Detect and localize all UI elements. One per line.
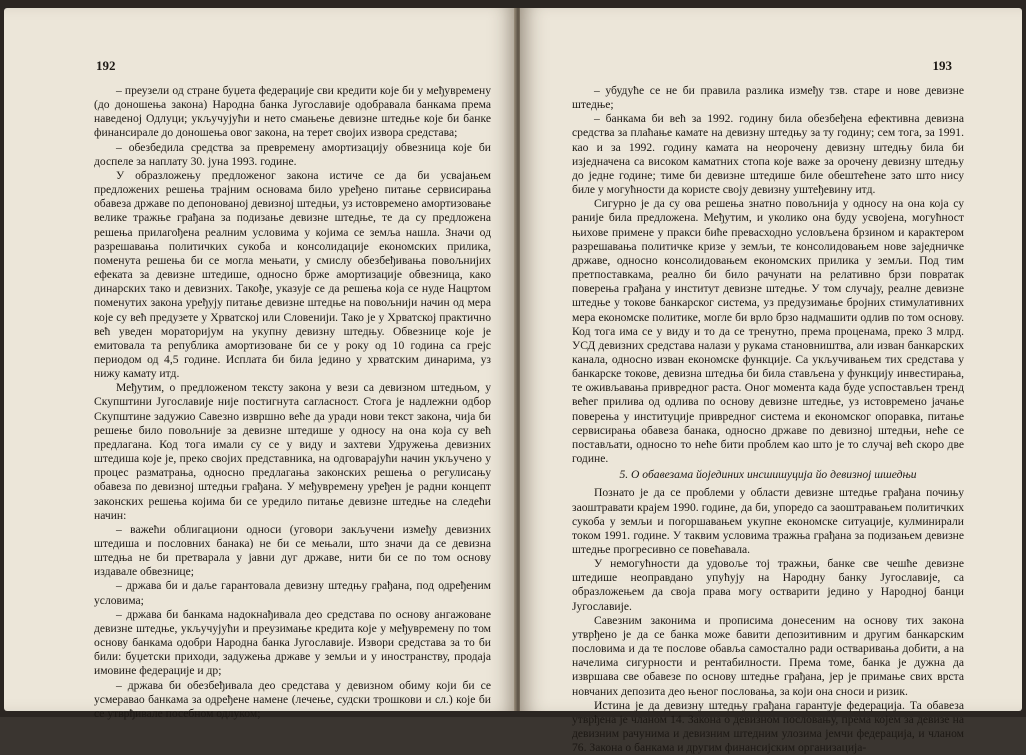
paragraph: – држава би обезбеђивала део средстава у девизном обиму који би се усмеравао банкама за одређене намене (лечење, судски трошкови и сл.) које би се утврђивале посебном одлуком; xyxy=(94,678,491,720)
paragraph: У образложењу предложеног закона истиче се да би усвајањем предложених решења трајним основама било уређено питање сервисирања обавеза државе по депонованој девизној штедњи, уз истовремено амортизовање велике тражње грађана за подизање девизне штедње, те да су предложена решења прилагођена реалним условима у којима се земља нашла. Значи од разрешавања политичких сукоба и консолидације економских прилика, поменута решења би се могла мењати, у смислу обезбеђивања повољнијих ефеката за девизне штедише, односно брже амортизације обвезница, како динарских тако и девизних. Такође, указује се да решења која се нуде Нацртом поменутих закона уређују питање девизне штедње на повољнији начин од мера које су већ предузете у Хрватској или Словенији. Тако је у Хрватској практично већ уведен мораторијум на укупну девизну штедњу. Обвезнице које је емитовала та република амортизоване би се у року од 10 година са грејс периодом од 4,5 године. Исплата би била једино у хрватским динарима, уз нижу камату итд. xyxy=(94,168,491,381)
paragraph: Истина је да девизну штедњу грађана гарантује федерација. Та обавеза утврђена је чланом 14. Закона о девизном пословању, према којем за девизе на девизним рачунима и девизним штедним улозима јемчи федерација, и чланом 76. Закона о банкама и другим финансијским организација- xyxy=(572,698,964,755)
paragraph: Познато је да се проблеми у области девизне штедње грађана почињу заоштравати крајем 1990. године, да би, упоредо са заоштравањем политичких сукоба у земљи и погоршавањем укупне економске ситуације, кулминирали током 1991. године. У таквим условима тражња грађана за подизањем девизне штедње прогресивно се повећавала. xyxy=(572,486,964,556)
paragraph: Сигурно је да су ова решења знатно повољнија у односу на она која су раније била предложена. Међутим, и уколико она буду усвојена, могућност њихове примене у пракси биће превасходно условљена брзином и карактером разрешавања политичке кризе у земљи, те консолидовањем нове заједничке државе, односно консолидовањем економских прилика у земљи. Под тим претпоставкама, реално би било рачунати на релативно брзи повратак поверења грађана у институт девизне штедње. У том случају, реалне девизне штедње у токове банкарског система, уз предузимање бројних стимулативних мера економске политике, могле би врло брзо надмашити одлив по том основу. Код тога има се у виду и то да се тренутно, према проценама, преко 3 млрд. УСД девизних средстава налази у рукама становништва, али изван банкарских канала, односно изван економске функције. Са укључивањем тих средстава у банкарске токове, девизна штедња би била стављена у функцију инвестирања, те оживљавања привредног раста. Оног момента када буде успостављен тренд већег прилива од одлива по основу девизне штедње, уз истовремено јачање поверења у институције привредног система и економског опоравка, питање сервисирања обавеза банака, односно државе по девизној штедњи, неће се постављати, односно то неће бити проблем као што је то случај већ скоро две године. xyxy=(572,197,964,466)
paragraph: – обезбедила средства за превремену амортизацију обвезница које би доспеле за наплату 30. јуна 1993. године. xyxy=(94,140,491,168)
left-page xyxy=(4,8,516,720)
page-number-right: 193 xyxy=(932,58,952,73)
page-number-left: 192 xyxy=(96,58,116,73)
paragraph: Савезним законима и прописима донесеним на основу тих закона утврђено је да се банка може бавити депозитивним и другим банкарским пословима и да те послове обавља самостално ради остваривања добити, а на начелима сигурности и рентабилности. Према томе, банка је дужна да извршава све обавезе по основу штедње грађана, јер је примање свих врста новчаних депозита део њеног пословања, за који она сноси и ризик. xyxy=(572,613,964,698)
section-heading: 5. О обавезама йојединих инсшишуција йо девизној шшедњи xyxy=(619,468,917,482)
paragraph: – убудуће се не би правила разлика између тзв. старе и нове девизне штедње; xyxy=(572,84,964,112)
paragraph: Међутим, о предложеном тексту закона у вези са девизном штедњом, у Скупштини Југославије није постигнута сагласност. Стога је надлежни одбор Скупштине задужио Савезно извршно веће да уради нови текст закона, чија би решење било повољније за девизне штедише у односу на она која су већ предлагана. Код тога имали су се у виду и захтеви Удружења девизних штедиша које је, преко својих представника, на одговарајући начин укључено у процес разматрања, односно предлагања законских решења о регулисању обавеза по девизној штедњи грађана. У међувремену уређен је радни концепт законских решења којима би се уредило питање девизне штедње на следећи начин: xyxy=(94,381,491,522)
paragraph: – важећи облигациони односи (уговори закључени између девизних штедиша и пословних банака) не би се мењали, што значи да се девизна штедња не би претварала у јавни дуг државе, нити би се по том основу издавале обвезнице; xyxy=(94,522,491,579)
right-page-text xyxy=(572,84,964,755)
paragraph: У немогућности да удовоље тој тражњи, банке све чешће девизне штедише неоправдано упућују на Народну банку Југославије, са образложењем да своја права могу остварити једино у Народној банци Југославије. xyxy=(572,557,964,613)
paragraph: – преузели од стране буџета федерације сви кредити које би у међувремену (до доношења закона) Народна банка Југославије одобравала банкама према наведеној Одлуци; укључујући и нето смањење девизне штедње које би банке финансирале до доношења овог закона, на терет својих извора средстава; xyxy=(94,84,491,140)
paragraph: – банкама би већ за 1992. годину била обезбеђена ефективна девизна средства за плаћање камате на девизну штедњу за ту годину; сем тога, за 1991. као и за 1992. годину камата на неорочену девизну штедњу била би изједначена са високом каматних стопа које важе за орочену девизну штедњу до једне године; тиме би девизне штедише биле обештећене зато што нису биле у могућности да користе своју девизну уштеђевину итд. xyxy=(572,112,964,197)
paragraph: – држава би банкама надокнађивала део средстава по основу ангажоване девизне штедње, укључујући и преузимање кредита које у међувремену по том основу банкама одобри Народна банка Југославије. Извори средстава за то би били: буџетски приходи, задужења државе у земљи и у иностранству, продаја имовине федерације и др; xyxy=(94,607,491,678)
right-page xyxy=(520,8,1022,755)
left-page-text xyxy=(94,84,491,721)
paragraph: – држава би и даље гарантовала девизну штедњу грађана, под одређеним условима; xyxy=(94,579,491,607)
